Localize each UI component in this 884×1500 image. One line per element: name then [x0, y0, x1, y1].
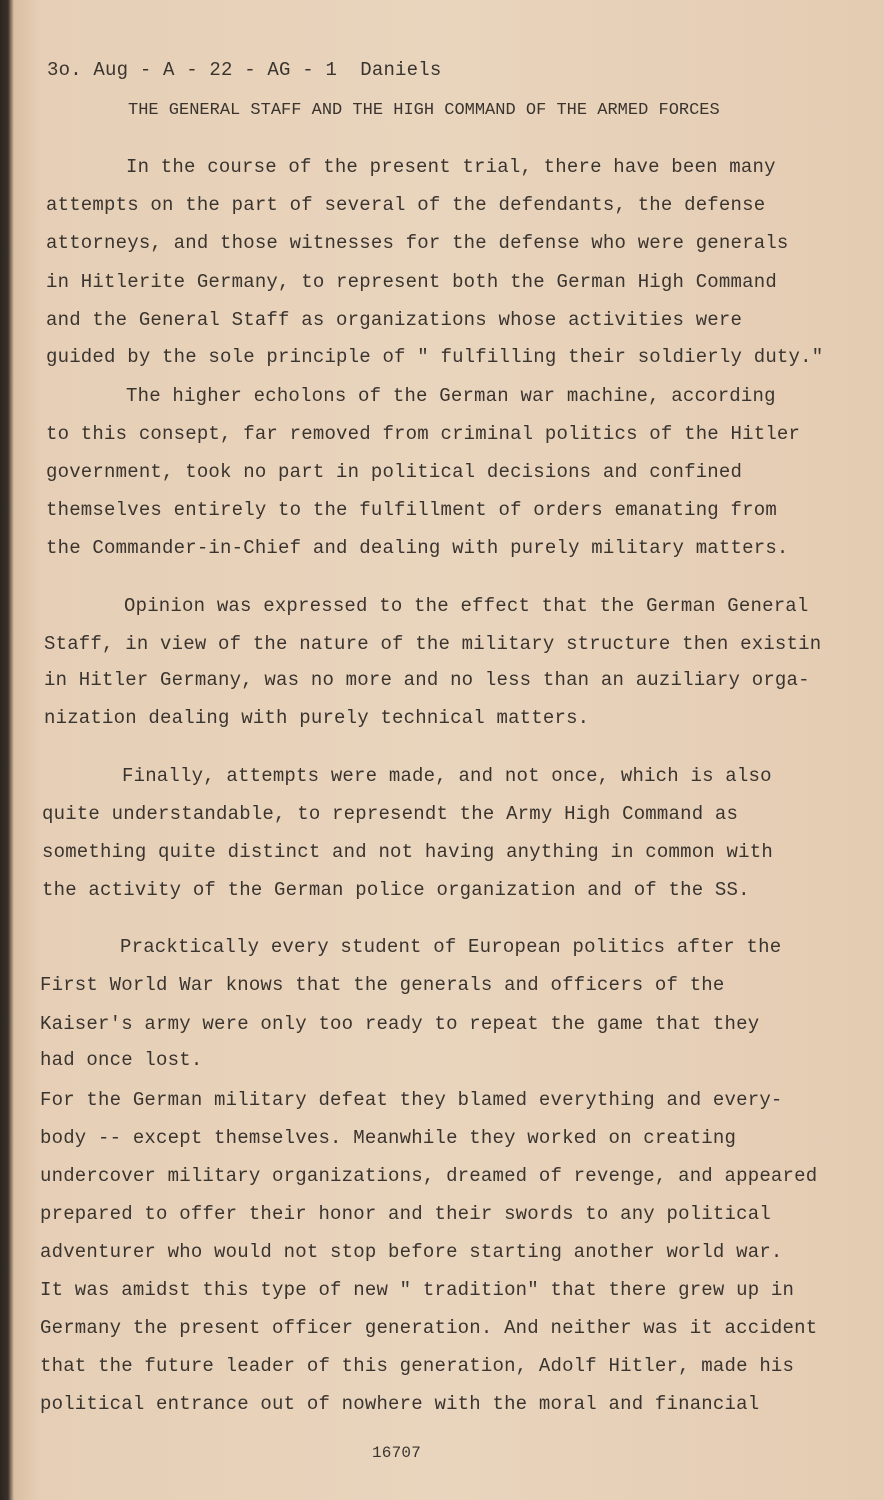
- text-line: to this consept, far removed from criminal politics of the Hitler: [46, 423, 801, 445]
- text-line: in Hitler Germany, was no more and no less than an auziliary orga-: [44, 669, 810, 691]
- text-line: Germany the present officer generation. And neither was it accident: [40, 1317, 818, 1339]
- page-number: 16707: [372, 1444, 422, 1462]
- text-line: had once lost.: [40, 1049, 203, 1071]
- text-line: guided by the sole principle of " fulfilling their soldierly duty.": [46, 346, 824, 368]
- text-line: and the General Staff as organizations whose activities were: [46, 309, 743, 331]
- text-line: political entrance out of nowhere with the moral and financial: [40, 1393, 760, 1415]
- document-title: THE GENERAL STAFF AND THE HIGH COMMAND OF THE ARMED FORCES: [128, 101, 720, 120]
- text-line: prepared to offer their honor and their swords to any political: [40, 1203, 771, 1225]
- text-line: undercover military organizations, dreamed of revenge, and appeared: [40, 1165, 818, 1187]
- text-line: body -- except themselves. Meanwhile they worked on creating: [40, 1127, 737, 1149]
- text-line: Finally, attempts were made, and not once, which is also: [122, 765, 772, 787]
- text-line: First World War knows that the generals and officers of the: [40, 974, 725, 996]
- text-line: government, took no part in political decisions and confined: [46, 461, 743, 483]
- text-line: attorneys, and those witnesses for the defense who were generals: [46, 232, 789, 254]
- document-header: 3o. Aug - A - 22 - AG - 1 Daniels: [47, 59, 442, 81]
- text-line: attempts on the part of several of the defendants, the defense: [46, 194, 766, 216]
- text-line: quite understandable, to represendt the Army High Command as: [42, 803, 739, 825]
- text-line: It was amidst this type of new " tradition" that there grew up in: [40, 1279, 795, 1301]
- text-line: The higher echolons of the German war machine, according: [126, 385, 776, 407]
- text-line: For the German military defeat they blamed everything and every-: [40, 1089, 783, 1111]
- text-line: Pracktically every student of European politics after the: [120, 936, 782, 958]
- text-line: In the course of the present trial, there have been many: [126, 156, 776, 178]
- text-line: Opinion was expressed to the effect that the German General: [124, 595, 809, 617]
- text-line: in Hitlerite Germany, to represent both the German High Command: [46, 271, 777, 293]
- text-line: the activity of the German police organization and of the SS.: [42, 879, 750, 901]
- text-line: Kaiser's army were only too ready to repeat the game that they: [40, 1013, 760, 1035]
- text-line: something quite distinct and not having anything in common with: [42, 841, 773, 863]
- text-line: that the future leader of this generation, Adolf Hitler, made his: [40, 1355, 795, 1377]
- text-line: adventurer who would not stop before starting another world war.: [40, 1241, 783, 1263]
- text-line: the Commander-in-Chief and dealing with purely military matters.: [46, 537, 789, 559]
- text-line: Staff, in view of the nature of the military structure then existin: [44, 633, 822, 655]
- text-line: nization dealing with purely technical matters.: [44, 707, 590, 729]
- text-line: themselves entirely to the fulfillment of orders emanating from: [46, 499, 777, 521]
